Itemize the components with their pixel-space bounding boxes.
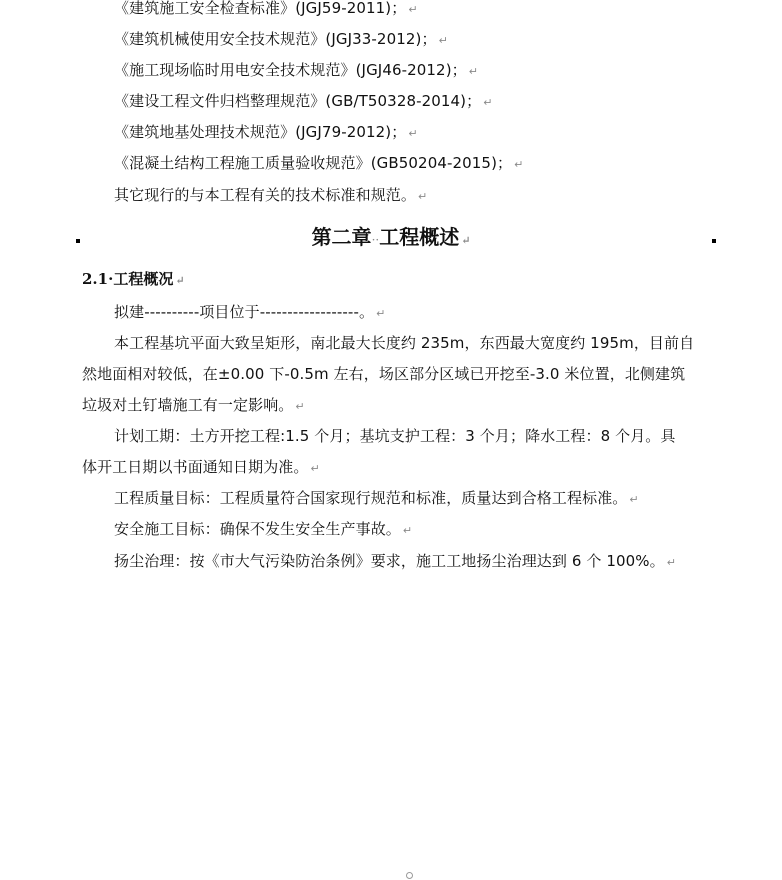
- standard-text: 《建筑机械使用安全技术规范》(JGJ33-2012)；: [114, 30, 437, 48]
- body-text: 计划工期：土方开挖工程:1.5 个月；基坑支护工程：3 个月；降水工程：8 个月。具: [114, 427, 676, 445]
- dust-paragraph: [114, 551, 744, 573]
- paragraph-mark-icon: ↵: [376, 307, 386, 320]
- paragraph-mark-icon: ↵: [295, 400, 305, 413]
- safety-paragraph: [114, 519, 744, 541]
- body-text: 扬尘治理：按《市大气污染防治条例》要求，施工工地扬尘治理达到 6 个 100%。: [114, 552, 665, 570]
- paragraph-mark-icon: ↵: [408, 127, 418, 140]
- paragraph-mark-icon: ↵: [418, 190, 428, 203]
- chapter-title: 工程概述: [379, 225, 460, 249]
- paragraph-mark-icon: ↵: [461, 234, 471, 247]
- chapter-number: 第二章: [311, 225, 372, 249]
- body-text: 工程质量目标：工程质量符合国家现行规范和标准，质量达到合格工程标准。: [114, 489, 628, 507]
- paragraph-mark-icon: ↵: [408, 3, 418, 16]
- standard-text: 其它现行的与本工程有关的技术标准和规范。: [114, 186, 417, 204]
- schedule-paragraph-line-2: [82, 457, 712, 479]
- standard-text: 《建筑地基处理技术规范》(JGJ79-2012)；: [114, 123, 407, 141]
- body-text: 拟建----------项目位于------------------。: [114, 303, 375, 321]
- site-paragraph-line-3: [82, 395, 712, 417]
- standard-text: 《建筑施工安全检查标准》(JGJ59-2011)；: [114, 0, 407, 17]
- standard-line-1: [114, 0, 744, 20]
- site-paragraph-line-1: [114, 333, 744, 353]
- standard-text: 《建设工程文件归档整理规范》(GB/T50328-2014)；: [114, 92, 482, 110]
- body-text: 安全施工目标：确保不发生安全生产事故。: [114, 520, 401, 538]
- standard-line-5: [114, 122, 744, 144]
- site-paragraph-line-2: [82, 364, 712, 384]
- section-title: 2.1·工程概况: [82, 270, 174, 288]
- standard-line-2: [114, 29, 744, 51]
- standard-line-7: [114, 185, 744, 207]
- paragraph-mark-icon: ↵: [468, 65, 479, 78]
- standard-line-4: [114, 91, 744, 113]
- standard-text: 《混凝土结构工程施工质量验收规范》(GB50204-2015)；: [114, 154, 513, 172]
- quality-paragraph: [114, 488, 744, 510]
- paragraph-mark-icon: ↵: [666, 556, 677, 569]
- paragraph-mark-icon: ↵: [514, 158, 524, 171]
- paragraph-mark-icon: ↵: [402, 524, 413, 537]
- body-text: 然地面相对较低，在±0.00 下-0.5m 左右，场区部分区域已开挖至-3.0 米位置，北侧建筑: [82, 365, 686, 383]
- body-text: 本工程基坑平面大致呈矩形，南北最大长度约 235m，东西最大宽度约 195m，目前自: [114, 334, 695, 352]
- standard-line-6: [114, 153, 744, 175]
- standard-line-3: [114, 60, 744, 82]
- paragraph-mark-icon: ↵: [483, 96, 493, 109]
- page-footer-mark-icon: [406, 872, 413, 879]
- chapter-gap: ··: [371, 233, 380, 247]
- paragraph-mark-icon: ↵: [175, 274, 185, 287]
- body-text: 体开工日期以书面通知日期为准。: [82, 458, 309, 476]
- right-margin-dot-icon: [712, 239, 716, 243]
- chapter-heading: [0, 224, 782, 254]
- body-text: 垃圾对土钉墙施工有一定影响。: [82, 396, 294, 414]
- paragraph-mark-icon: ↵: [629, 493, 639, 506]
- paragraph-mark-icon: ↵: [310, 462, 320, 475]
- section-heading: [82, 269, 185, 291]
- location-paragraph: [114, 302, 744, 324]
- standard-text: 《施工现场临时用电安全技术规范》(JGJ46-2012)；: [114, 61, 467, 79]
- schedule-paragraph-line-1: [114, 426, 744, 446]
- paragraph-mark-icon: ↵: [438, 34, 448, 47]
